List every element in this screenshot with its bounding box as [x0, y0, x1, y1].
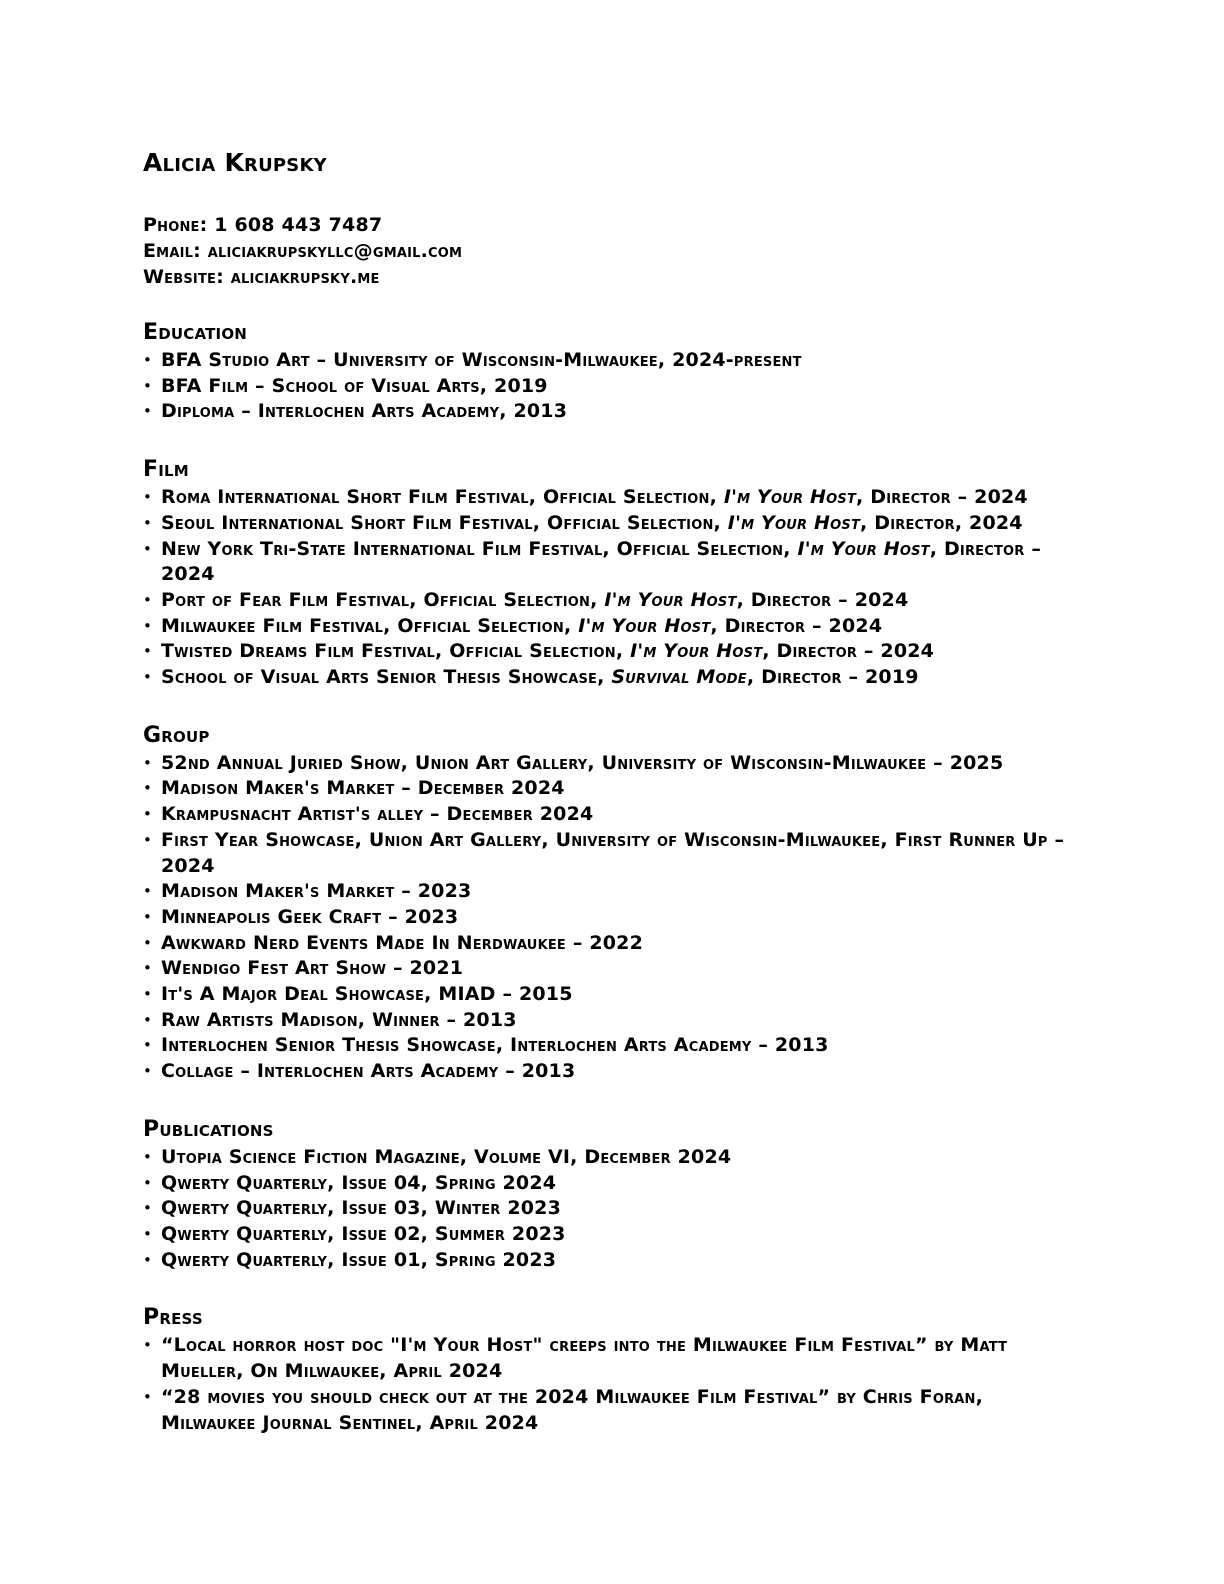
list-item: • Minneapolis Geek Craft – 2023 — [143, 905, 1083, 931]
list-item: • Collage – Interlochen Arts Academy – 2013 — [143, 1059, 1083, 1085]
list-item: • Qwerty Quarterly, Issue 04, Spring 2024 — [143, 1171, 1083, 1197]
resume-name: Alicia Krupsky — [143, 148, 327, 177]
film-entry-title: I'm Your Host — [723, 486, 857, 509]
list-item: • Qwerty Quarterly, Issue 02, Summer 2023 — [143, 1222, 1083, 1248]
film-entry-role: , Director – 2024 — [736, 588, 909, 611]
contact-phone: Phone: 1 608 443 7487 — [143, 214, 383, 236]
list-item — [143, 614, 1083, 640]
list-item: • “Local horror host doc "I'm Your Host" creeps into the Milwaukee Film Festival” by Matt Mueller, On Milwaukee, April 2024 — [143, 1333, 1083, 1384]
list-item — [143, 511, 1083, 537]
publications-heading: Publications — [143, 1116, 274, 1142]
film-entry-role: , Director, 2024 — [860, 511, 1023, 534]
list-item: • 52nd Annual Juried Show, Union Art Gallery, University of Wisconsin-Milwaukee – 2025 — [143, 751, 1083, 777]
list-item: • “28 movies you should check out at the 2024 Milwaukee Film Festival” by Chris Foran, Milwaukee Journal Sentinel, April 2024 — [143, 1385, 1083, 1436]
list-item: • Raw Artists Madison, Winner – 2013 — [143, 1008, 1083, 1034]
list-item: • Interlochen Senior Thesis Showcase, Interlochen Arts Academy – 2013 — [143, 1033, 1083, 1059]
list-item: • Awkward Nerd Events Made In Nerdwaukee – 2022 — [143, 931, 1083, 957]
film-entry-venue: New York Tri-State International Film Festival, Official Selection, — [161, 537, 798, 560]
resume-page — [143, 146, 1083, 1466]
film-section — [143, 455, 1083, 691]
film-entry-role: , Director – 2024 — [710, 614, 883, 637]
press-heading: Press — [143, 1305, 203, 1331]
list-item: • Madison Maker's Market – December 2024 — [143, 776, 1083, 802]
list-item: • Qwerty Quarterly, Issue 01, Spring 2023 — [143, 1248, 1083, 1274]
list-item: • Diploma – Interlochen Arts Academy, 2013 — [143, 399, 1083, 425]
publications-section — [143, 1115, 1083, 1274]
education-heading: Education — [143, 320, 248, 345]
film-entry-role: , Director – 2024 — [856, 486, 1028, 509]
list-item: • Madison Maker's Market – 2023 — [143, 879, 1083, 905]
film-entry-venue: Port of Fear Film Festival, Official Selection, — [161, 588, 605, 611]
list-item: • Utopia Science Fiction Magazine, Volume VI, December 2024 — [143, 1145, 1083, 1171]
film-entry-title: I'm Your Host — [630, 640, 763, 663]
list-item — [143, 537, 1083, 588]
list-item: • BFA Film – School of Visual Arts, 2019 — [143, 374, 1083, 400]
education-list — [143, 348, 1083, 425]
film-entry-title: I'm Your Host — [727, 511, 861, 534]
list-item: • BFA Studio Art – University of Wisconsin-Milwaukee, 2024-present — [143, 348, 1083, 374]
list-item: • Krampusnacht Artist's alley – December 2024 — [143, 802, 1083, 828]
film-entry-title: I'm Your Host — [604, 588, 737, 611]
film-list — [143, 485, 1083, 691]
list-item: • First Year Showcase, Union Art Gallery, University of Wisconsin-Milwaukee, First Runner Up – 2024 — [143, 828, 1083, 879]
film-entry-venue: Seoul International Short Film Festival, Official Selection, — [161, 511, 728, 534]
contact-email: Email: aliciakrupskyllc@gmail.com — [143, 240, 463, 262]
film-entry-role: , Director – 2019 — [746, 666, 919, 689]
contact-website: Website: aliciakrupsky.me — [143, 266, 380, 288]
press-list — [143, 1333, 1083, 1436]
list-item: • Qwerty Quarterly, Issue 03, Winter 2023 — [143, 1196, 1083, 1222]
education-section — [143, 318, 1083, 425]
film-entry-role: , Director – 2024 — [762, 640, 935, 663]
film-entry-venue: Milwaukee Film Festival, Official Selection, — [161, 614, 579, 637]
film-entry-venue: Twisted Dreams Film Festival, Official Selection, — [161, 640, 631, 663]
list-item — [143, 588, 1083, 614]
list-item — [143, 639, 1083, 665]
film-entry-title: I'm Your Host — [578, 614, 711, 637]
group-list — [143, 751, 1083, 1085]
film-heading: Film — [143, 457, 189, 483]
film-entry-title: Survival Mode — [611, 666, 747, 689]
group-heading: Group — [143, 722, 210, 748]
list-item — [143, 665, 1083, 691]
press-section — [143, 1303, 1083, 1436]
film-entry-role: , Director – 2024 — [161, 537, 1042, 586]
publications-list — [143, 1145, 1083, 1274]
film-entry-venue: School of Visual Arts Senior Thesis Showcase, — [161, 666, 612, 689]
list-item: • It's A Major Deal Showcase, MIAD – 2015 — [143, 982, 1083, 1008]
film-entry-title: I'm Your Host — [797, 537, 930, 560]
film-entry-venue: Roma International Short Film Festival, Official Selection, — [161, 486, 724, 509]
list-item — [143, 485, 1083, 511]
list-item: • Wendigo Fest Art Show – 2021 — [143, 956, 1083, 982]
group-section — [143, 721, 1083, 1085]
contact-block — [143, 212, 1083, 290]
